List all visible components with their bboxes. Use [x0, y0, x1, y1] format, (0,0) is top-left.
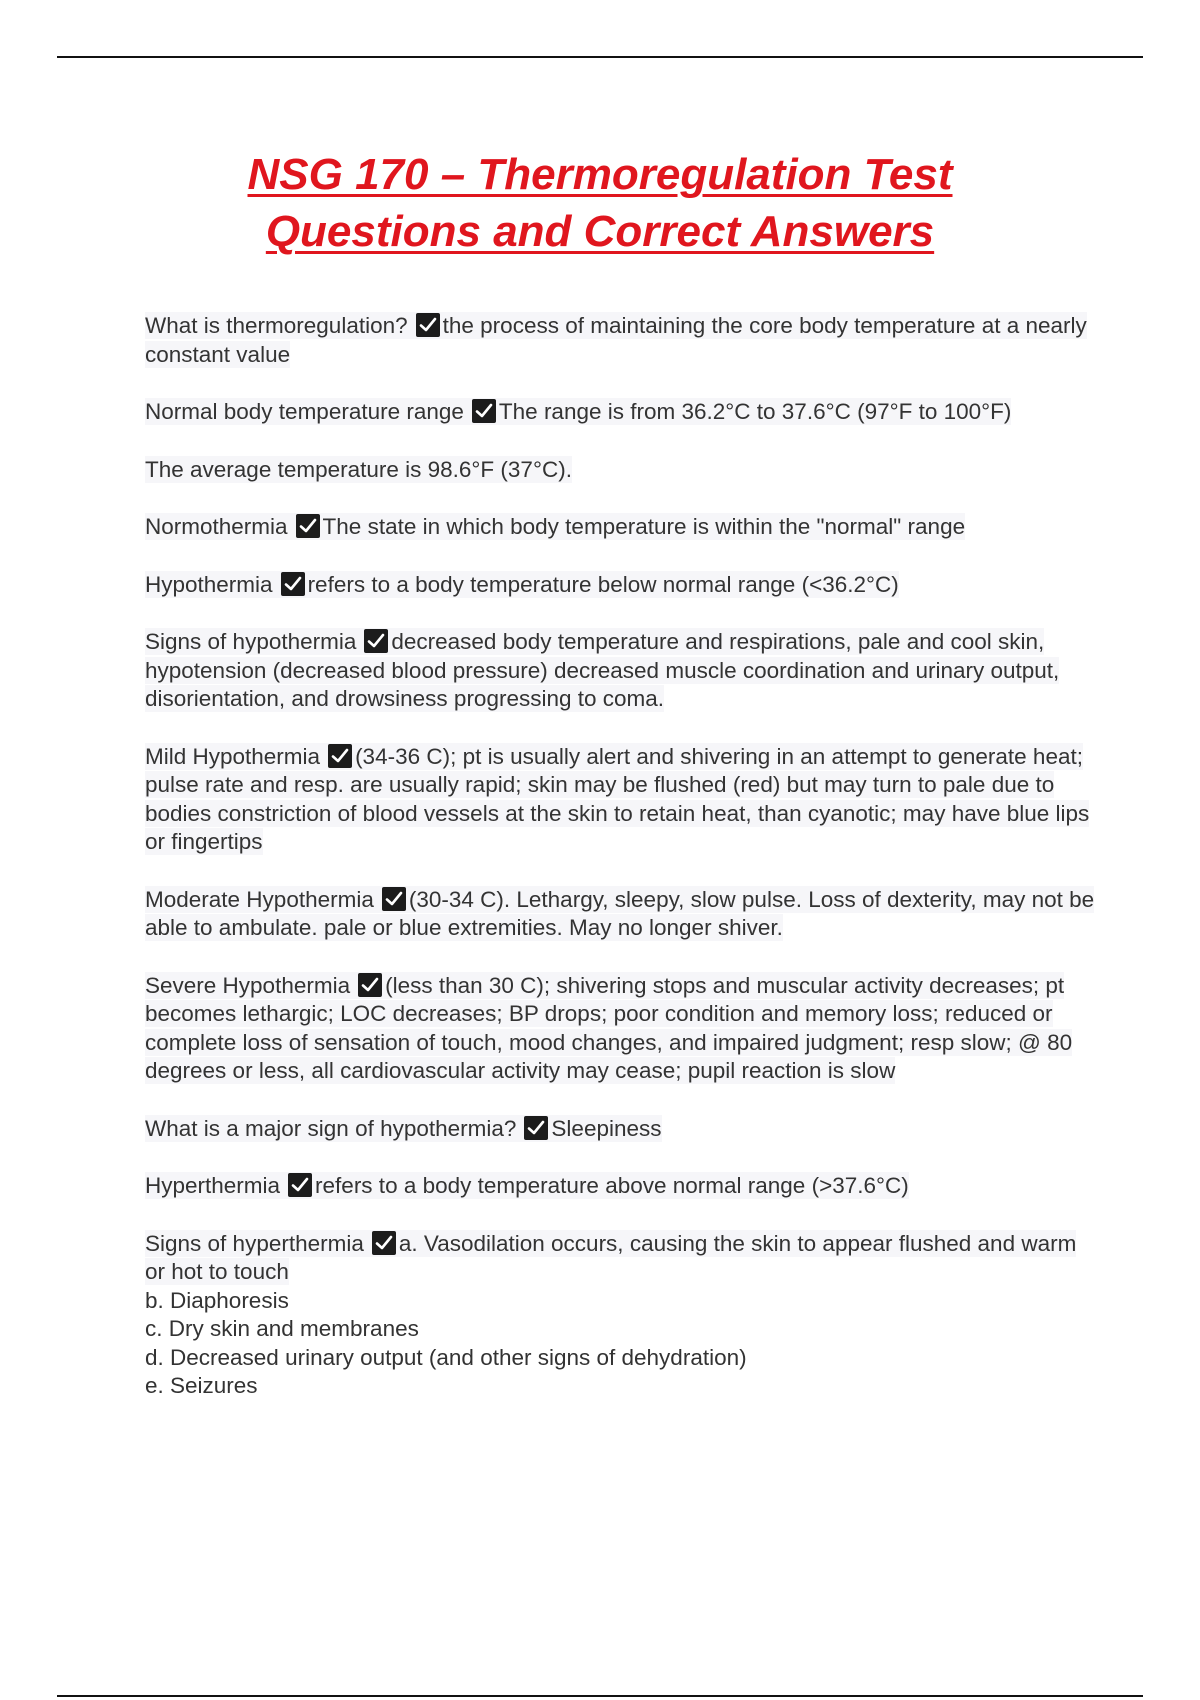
- checkmark-icon: [328, 744, 352, 768]
- question: Severe Hypothermia: [145, 972, 351, 998]
- question: Hypothermia: [145, 571, 273, 597]
- checkmark-icon: [358, 973, 382, 997]
- answer: Sleepiness: [551, 1115, 662, 1141]
- qa-item: [145, 886, 1095, 943]
- checkmark-icon: [281, 572, 305, 596]
- question: What is thermoregulation?: [145, 313, 408, 338]
- qa-item: [145, 628, 1095, 714]
- title-line-2: Questions and Correct Answers: [265, 207, 935, 256]
- page-title: [100, 146, 1100, 260]
- answer-option: e. Seizures: [145, 1373, 258, 1398]
- question: Normothermia: [145, 514, 288, 539]
- question: Moderate Hypothermia: [145, 886, 374, 912]
- answer-option: b. Diaphoresis: [145, 1287, 289, 1313]
- title-line-1: NSG 170 – Thermoregulation Test: [247, 150, 953, 199]
- qa-item: [145, 972, 1095, 1086]
- bottom-rule: [57, 1695, 1143, 1697]
- qa-item: [145, 398, 1095, 427]
- answer: (less than 30 C); shivering stops and muscular activity decreases; pt becomes lethargic; LOC decreases; BP drops; poor condition and memory loss; reduced or complete loss of sensation of touch, mood changes, and impaired judgment; resp slow; @ 80 degrees or less, all cardiovascular activity may cease; pupil reaction is slow: [145, 972, 1073, 1083]
- question: Hyperthermia: [145, 1173, 281, 1198]
- top-rule: [57, 56, 1143, 58]
- question: What is a major sign of hypothermia?: [145, 1115, 517, 1141]
- answer-option: c. Dry skin and membranes: [145, 1316, 419, 1341]
- answer: (34-36 C); pt is usually alert and shivering in an attempt to generate heat; pulse rate and resp. are usually rapid; skin may be flushed (red) but may turn to pale due to bodies constriction of blood vessels at the skin to retain heat, than cyanotic; may have blue lips or fingertips: [145, 743, 1090, 854]
- answer: (30-34 C). Lethargy, sleepy, slow pulse. Loss of dexterity, may not be able to ambulate. pale or blue extremities. May no longer shiver.: [145, 886, 1095, 940]
- question: Signs of hyperthermia: [145, 1230, 364, 1256]
- question: Signs of hypothermia: [145, 629, 357, 654]
- qa-list: [145, 312, 1095, 1430]
- qa-item: [145, 1115, 1095, 1144]
- answer: a. Vasodilation occurs, causing the skin to appear flushed and warm or hot to touch: [145, 1230, 1077, 1284]
- qa-item: [145, 1230, 1095, 1401]
- answer: The state in which body temperature is within the "normal" range: [322, 514, 966, 539]
- qa-item: [145, 743, 1095, 857]
- qa-item: [145, 312, 1095, 369]
- answer: The range is from 36.2°C to 37.6°C (97°F to 100°F): [498, 399, 1012, 424]
- checkmark-icon: [382, 887, 406, 911]
- question: Normal body temperature range: [145, 399, 464, 424]
- qa-item: [145, 513, 1095, 542]
- answer: decreased body temperature and respirations, pale and cool skin, hypotension (decreased blood pressure) decreased muscle coordination and urinary output, disorientation, and drowsiness progressing to coma.: [145, 629, 1060, 711]
- checkmark-icon: [416, 313, 440, 337]
- question: Mild Hypothermia: [145, 743, 321, 769]
- checkmark-icon: [364, 629, 388, 653]
- answer: refers to a body temperature above normal range (>37.6°C): [315, 1173, 909, 1198]
- answer: refers to a body temperature below normal range (<36.2°C): [307, 571, 899, 597]
- answer-option: d. Decreased urinary output (and other signs of dehydration): [145, 1344, 747, 1370]
- checkmark-icon: [296, 514, 320, 538]
- qa-note: [145, 456, 1095, 485]
- qa-item: [145, 1172, 1095, 1201]
- checkmark-icon: [288, 1173, 312, 1197]
- answer: the process of maintaining the core body temperature at a nearly constant value: [145, 313, 1087, 367]
- checkmark-icon: [524, 1116, 548, 1140]
- note-text: The average temperature is 98.6°F (37°C).: [145, 456, 572, 482]
- qa-item: [145, 571, 1095, 600]
- checkmark-icon: [472, 399, 496, 423]
- checkmark-icon: [372, 1231, 396, 1255]
